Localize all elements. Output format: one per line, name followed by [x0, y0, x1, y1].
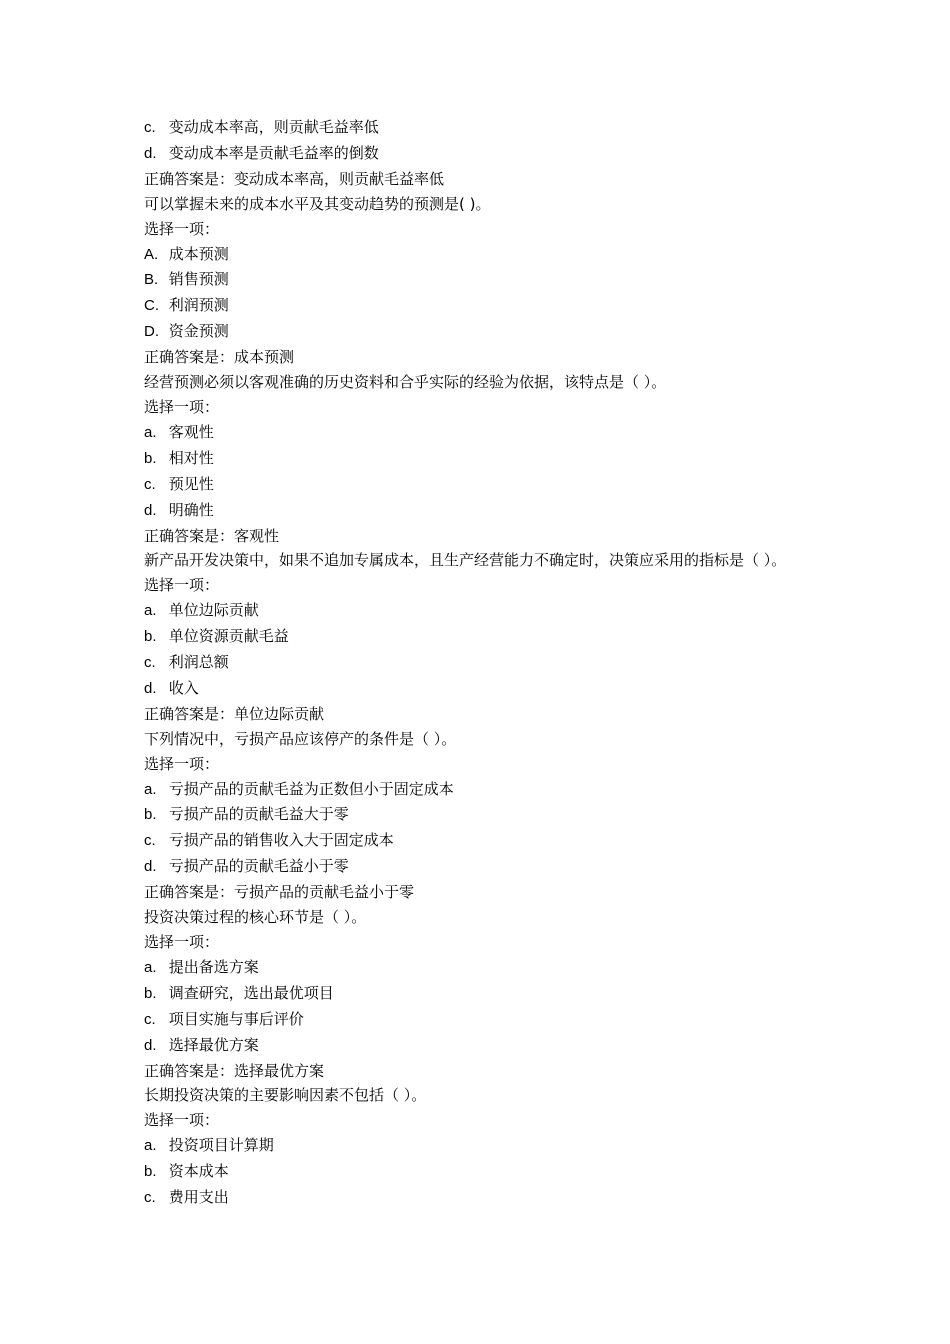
option-line [144, 1033, 824, 1059]
option-text: 明确性 [168, 500, 214, 519]
select-one-prompt: 选择一项： [144, 397, 220, 416]
option-text: 项目实施与事后评价 [168, 1009, 304, 1028]
option-line [144, 981, 824, 1007]
option-key: c. [144, 119, 156, 136]
option-key: a. [144, 423, 157, 441]
option-text: 资金预测 [168, 322, 229, 341]
document-page [144, 115, 824, 1211]
option-line [144, 676, 824, 702]
option-line [144, 955, 824, 981]
question-text: 可以掌握未来的成本水平及其变动趋势的预测是( )。 [144, 194, 491, 213]
option-line [144, 1159, 824, 1185]
option-key: d. [144, 501, 157, 519]
option-text: 销售预测 [168, 270, 229, 289]
option-key: D. [144, 323, 159, 341]
option-text: 亏损产品的贡献毛益大于零 [168, 805, 349, 824]
correct-answer-line: 正确答案是：单位边际贡献 [144, 704, 325, 723]
option-line [144, 1185, 824, 1211]
select-one-prompt: 选择一项： [144, 576, 220, 595]
option-line [144, 319, 824, 345]
correct-answer-line: 正确答案是：成本预测 [144, 348, 295, 367]
select-one-prompt: 选择一项： [144, 754, 220, 773]
option-text: 客观性 [168, 422, 214, 441]
option-line [144, 267, 824, 293]
option-key: a. [144, 602, 157, 620]
option-key: c. [144, 1189, 156, 1207]
question-text: 新产品开发决策中，如果不追加专属成本，且生产经营能力不确定时，决策应采用的指标是（ ）。 [144, 551, 787, 570]
option-text: 单位边际贡献 [168, 601, 259, 620]
option-line [144, 1007, 824, 1033]
question-text: 长期投资决策的主要影响因素不包括（ ）。 [144, 1086, 427, 1105]
option-line [144, 777, 824, 803]
option-key: d. [144, 679, 157, 697]
option-text: 变动成本率高，则贡献毛益率低 [168, 118, 379, 136]
option-line [144, 141, 824, 167]
option-key: c. [144, 832, 156, 850]
question-text: 下列情况中，亏损产品应该停产的条件是（ ）。 [144, 729, 457, 748]
option-key: c. [144, 475, 156, 493]
option-key: a. [144, 780, 157, 798]
option-line [144, 854, 824, 880]
option-key: a. [144, 1137, 157, 1155]
option-line [144, 498, 824, 524]
correct-answer-line: 正确答案是：选择最优方案 [144, 1061, 325, 1080]
option-text: 亏损产品的贡献毛益小于零 [168, 857, 349, 876]
correct-answer-line: 正确答案是：变动成本率高，则贡献毛益率低 [144, 169, 445, 188]
option-key: A. [144, 245, 159, 263]
option-text: 利润预测 [168, 296, 229, 315]
option-key: B. [144, 271, 159, 289]
option-text: 单位资源贡献毛益 [168, 627, 289, 646]
select-one-prompt: 选择一项： [144, 933, 220, 951]
option-text: 投资项目计算期 [168, 1136, 274, 1155]
option-key: b. [144, 449, 157, 467]
option-line [144, 420, 824, 446]
correct-answer-line: 正确答案是：客观性 [144, 526, 280, 545]
option-text: 亏损产品的贡献毛益为正数但小于固定成本 [168, 779, 454, 798]
option-line [144, 624, 824, 650]
option-line [144, 115, 824, 141]
option-line [144, 446, 824, 472]
option-line [144, 650, 824, 676]
option-key: b. [144, 984, 157, 1002]
option-key: c. [144, 1010, 156, 1028]
option-text: 相对性 [168, 448, 214, 467]
option-key: b. [144, 1163, 157, 1181]
option-key: b. [144, 806, 157, 824]
option-text: 成本预测 [168, 244, 229, 263]
option-line [144, 802, 824, 828]
option-key: d. [144, 858, 157, 876]
select-one-prompt: 选择一项： [144, 219, 220, 238]
option-line [144, 242, 824, 268]
option-line [144, 293, 824, 319]
option-key: d. [144, 1036, 157, 1054]
option-key: d. [144, 144, 157, 162]
option-text: 预见性 [168, 474, 214, 493]
option-text: 利润总额 [168, 653, 229, 672]
option-key: C. [144, 297, 159, 315]
option-text: 调查研究，选出最优项目 [168, 983, 334, 1002]
question-text: 经营预测必须以客观准确的历史资料和合乎实际的经验为依据，该特点是（ ）。 [144, 373, 667, 392]
option-text: 提出备选方案 [168, 957, 259, 976]
option-key: b. [144, 628, 157, 646]
option-text: 变动成本率是贡献毛益率的倒数 [168, 143, 379, 162]
option-line [144, 828, 824, 854]
option-line [144, 1133, 824, 1159]
option-text: 资本成本 [168, 1162, 229, 1181]
option-text: 收入 [168, 678, 199, 697]
option-text: 亏损产品的销售收入大于固定成本 [168, 831, 394, 850]
option-line [144, 472, 824, 498]
option-text: 费用支出 [168, 1188, 229, 1207]
option-text: 选择最优方案 [168, 1035, 259, 1054]
option-key: a. [144, 958, 157, 976]
correct-answer-line: 正确答案是：亏损产品的贡献毛益小于零 [144, 883, 415, 902]
question-text: 投资决策过程的核心环节是（ ）。 [144, 908, 367, 927]
option-line [144, 598, 824, 624]
select-one-prompt: 选择一项： [144, 1111, 220, 1130]
option-key: c. [144, 654, 156, 672]
